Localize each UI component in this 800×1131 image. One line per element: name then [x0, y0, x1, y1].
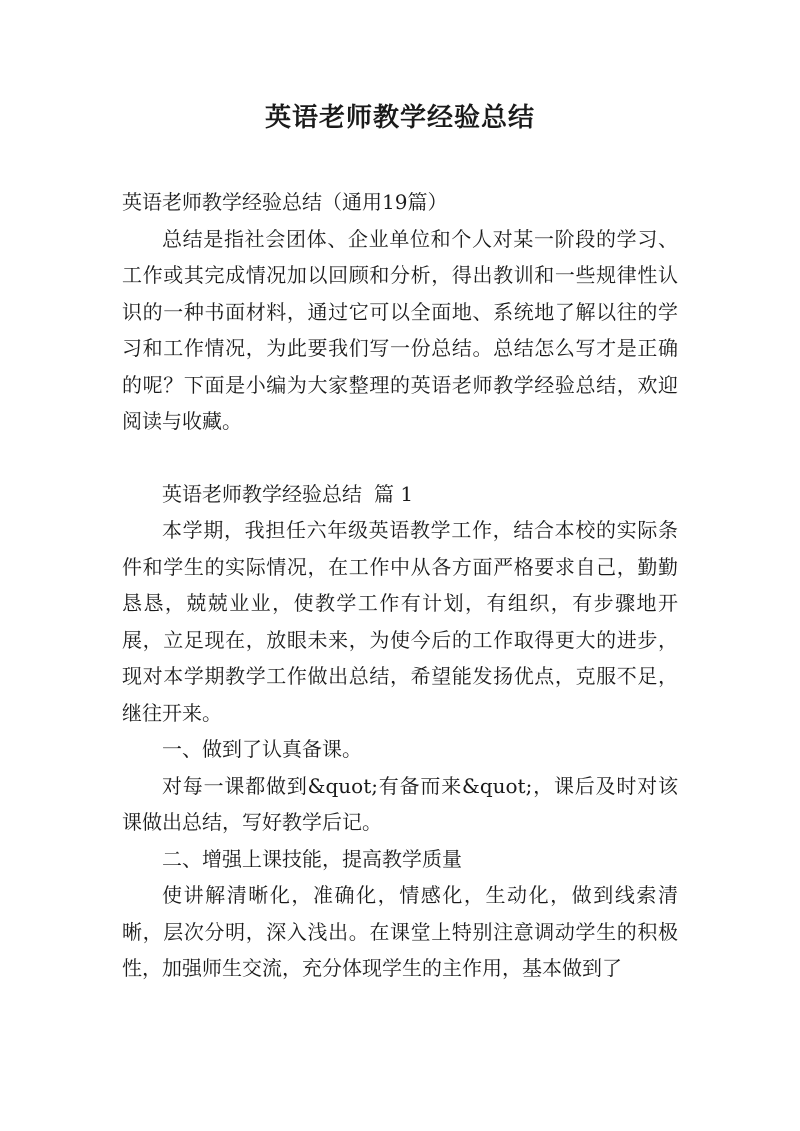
- section-heading-part: 篇 1: [374, 481, 414, 506]
- point-paragraph-1: 对每一课都做到&quot;有备而来&quot;，课后及时对该课做出总结，写好教学后记。: [122, 773, 678, 834]
- intro-paragraph: 总结是指社会团体、企业单位和个人对某一阶段的学习、工作或其完成情况加以回顾和分析，得出教训和一些规律性认识的一种书面材料，通过它可以全面地、系统地了解以往的学习和工作情况，为此要我们写一份总结。总结怎么写才是正确的呢？下面是小编为大家整理的英语老师教学经验总结，欢迎阅读与收藏。: [122, 226, 678, 433]
- section-paragraph: 本学期，我担任六年级英语教学工作，结合本校的实际条件和学生的实际情况，在工作中从各方面严格要求自己，勤勤恳恳，兢兢业业，使教学工作有计划，有组织，有步骤地开展，立足现在，放眼未来，为使今后的工作取得更大的进步，现对本学期教学工作做出总结，希望能发扬优点，克服不足，继往开来。: [122, 518, 678, 725]
- section-heading: [122, 476, 678, 513]
- point-heading-2: 二、增强上课技能，提高教学质量: [162, 846, 462, 871]
- paragraph-gap: [122, 440, 678, 476]
- section-heading-title: 英语老师教学经验总结: [162, 481, 362, 506]
- document-title: 英语老师教学经验总结: [264, 103, 535, 133]
- point-heading-1: 一、做到了认真备课。: [162, 737, 362, 761]
- point-paragraph-2: 使讲解清晰化，准确化，情感化，生动化，做到线索清晰，层次分明，深入浅出。在课堂上特别注意调动学生的积极性，加强师生交流，充分体现学生的主作用，基本做到了: [122, 883, 678, 980]
- document-body: [122, 184, 678, 987]
- document-subtitle: 英语老师教学经验总结（通用19篇）: [122, 190, 448, 214]
